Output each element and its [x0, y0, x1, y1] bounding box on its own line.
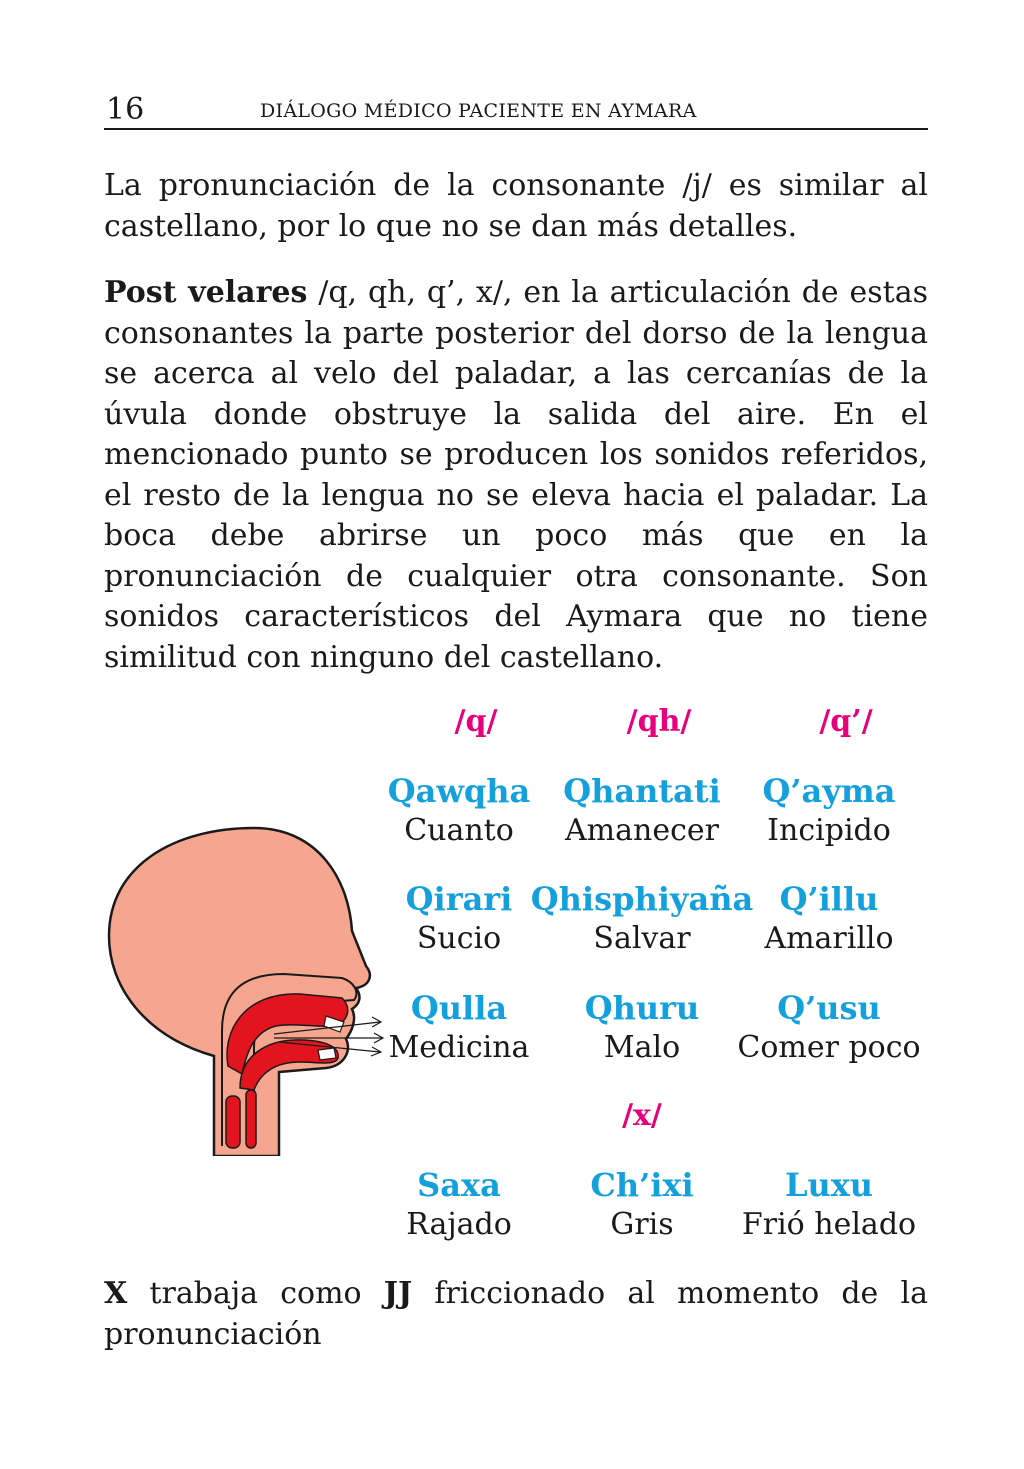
paragraph-x-note — [104, 1274, 928, 1355]
word: Q’ayma — [762, 772, 896, 810]
term-x: X — [104, 1276, 128, 1311]
word: Qawqha — [387, 772, 531, 810]
phoneme-x: /x/ — [622, 1098, 662, 1133]
phoneme-qh: /qh/ — [626, 704, 692, 739]
word: Saxa — [417, 1166, 501, 1204]
gloss: Cuanto — [404, 813, 514, 848]
paragraph-x-note-text: trabaja como — [127, 1276, 384, 1311]
word: Qhisphiyaña — [530, 880, 754, 918]
phoneme-q: /q/ — [454, 704, 498, 739]
gloss: Comer poco — [737, 1030, 921, 1065]
gloss: Salvar — [593, 921, 691, 956]
gloss: Amarillo — [764, 921, 894, 956]
word: Qirari — [405, 880, 513, 918]
paragraph-post-velares — [104, 273, 928, 678]
word: Ch’ixi — [590, 1166, 694, 1204]
paragraph-intro: La pronunciación de la consonante /j/ es similar al castellano, por lo que no se dan más detalles. — [104, 168, 928, 244]
paragraph-x-note-rest: friccionado al momento de la pronunciación — [104, 1276, 928, 1352]
vocal-tract-illustration — [104, 826, 394, 1156]
gloss: Amanecer — [565, 813, 719, 848]
page-header — [104, 90, 928, 130]
gloss: Gris — [610, 1207, 674, 1242]
word: Q’illu — [779, 880, 879, 918]
paragraph-post-velares-text: /q, qh, q’, x/, en la articulación de estas consonantes la parte posterior del dorso de la lengua se acerca al velo del paladar, a las cercanías de la úvula donde obstruye la salida del aire. En el mencionado punto se producen los sonidos referidos, el resto de la lengua no se eleva hacia el paladar. La boca debe abrirse un poco más que en la pronunciación de cualquier otra consonante. Son sonidos característicos del Aymara que no tiene similitud con ninguno del castellano. — [104, 275, 928, 675]
gloss: Malo — [603, 1030, 681, 1065]
word: Qulla — [410, 989, 508, 1027]
term-jj: JJ — [383, 1276, 413, 1311]
gloss: Sucio — [416, 921, 502, 956]
word: Q’usu — [777, 989, 881, 1027]
phoneme-q-glottal: /q’/ — [819, 704, 873, 739]
page-number: 16 — [106, 92, 145, 127]
gloss: Rajado — [406, 1207, 512, 1242]
word: Qhuru — [584, 989, 700, 1027]
gloss: Frió helado — [741, 1207, 917, 1242]
term-post-velares: Post velares — [104, 275, 308, 310]
running-title: DIÁLOGO MÉDICO PACIENTE EN AYMARA — [260, 100, 697, 122]
word: Qhantati — [563, 772, 721, 810]
gloss: Incipido — [767, 813, 891, 848]
word: Luxu — [784, 1166, 874, 1204]
gloss: Medicina — [388, 1030, 530, 1065]
